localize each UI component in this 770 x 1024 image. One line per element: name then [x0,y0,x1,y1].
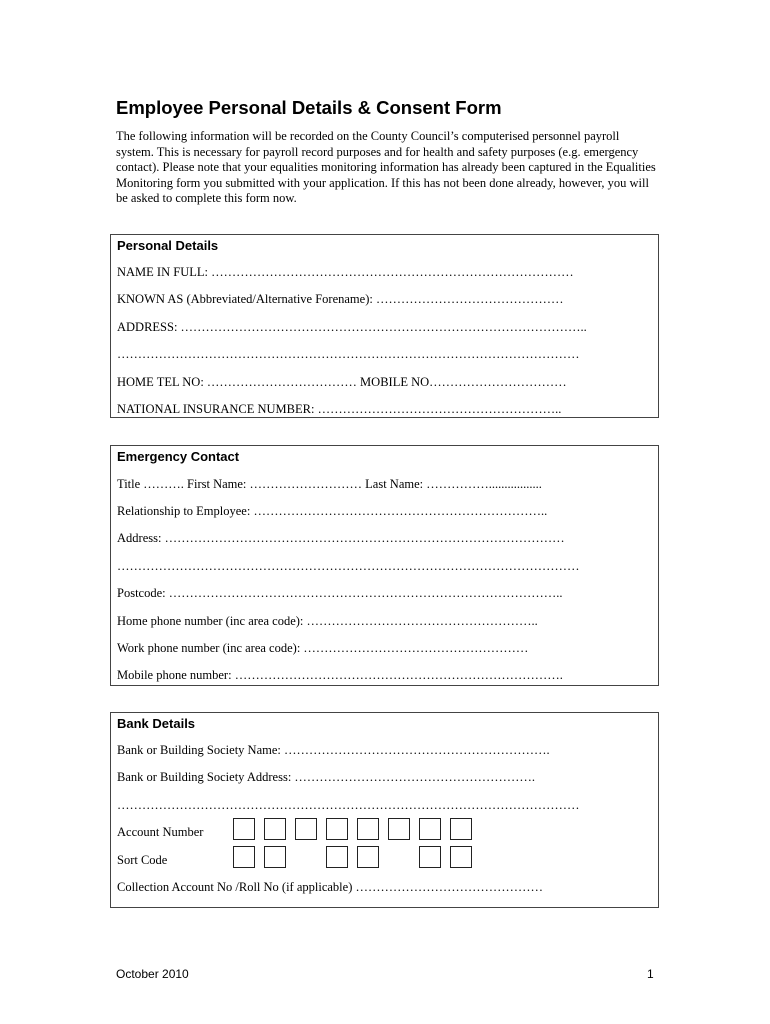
bank-name-field[interactable]: Bank or Building Society Name: ………………………………………………………. [117,743,550,757]
sort-code-digit-box[interactable] [419,846,441,868]
account-number-digit-box[interactable] [450,818,472,840]
emergency-contact-section [110,445,659,686]
sort-code-digit-box[interactable] [450,846,472,868]
account-number-label: Account Number [117,825,204,839]
intro-paragraph: The following information will be recorded on the County Council’s computerised personnel payroll system. This is necessary for payroll record purposes and for health and safety purposes (e.g. emergency contact). Please note that your equalities monitoring information has already been captured in the Equalities Monitoring form you submitted with your application. If this has not been done already, however, you will be asked to complete this form now. [116,129,656,205]
sort-code-label: Sort Code [117,853,168,867]
known-as-field[interactable]: KNOWN AS (Abbreviated/Alternative Forename): ……………………………………… [117,292,564,306]
account-number-digit-box[interactable] [419,818,441,840]
mobile-phone-field[interactable]: Mobile phone number: ……………………………………………………………………. [117,668,563,682]
bank-address-field[interactable]: Bank or Building Society Address: …………………………………………………. [117,770,536,784]
address-continued-field[interactable]: ………………………………………………………………………………………………… [117,347,580,361]
national-insurance-field[interactable]: NATIONAL INSURANCE NUMBER: ………………………………………………….. [117,402,562,416]
postcode-field[interactable]: Postcode: ………………………………………………………………………………….. [117,586,563,600]
personal-details-heading: Personal Details [117,238,219,253]
collection-account-field[interactable]: Collection Account No /Roll No (if applicable) ……………………………………… [117,880,543,894]
bank-details-section [110,712,659,908]
relationship-field[interactable]: Relationship to Employee: …………………………………………………………….. [117,504,548,518]
account-number-digit-box[interactable] [326,818,348,840]
account-number-digit-box[interactable] [357,818,379,840]
sort-code-digit-box[interactable] [357,846,379,868]
page-title: Employee Personal Details & Consent Form [116,97,502,118]
account-number-digit-box[interactable] [264,818,286,840]
bank-address-continued-field[interactable]: ………………………………………………………………………………………………… [117,798,580,812]
footer-date: October 2010 [116,967,189,981]
sort-code-digit-box[interactable] [326,846,348,868]
sort-code-digit-box[interactable] [233,846,255,868]
bank-details-heading: Bank Details [117,716,196,731]
personal-details-section [110,234,659,418]
name-in-full-field[interactable]: NAME IN FULL: …………………………………………………………………………… [117,265,574,279]
home-mobile-tel-field[interactable]: HOME TEL NO: ……………………………… MOBILE NO…………………………… [117,375,567,389]
home-phone-field[interactable]: Home phone number (inc area code): ……………………………………………….. [117,614,538,628]
emergency-contact-heading: Emergency Contact [117,449,240,464]
sort-code-digit-box[interactable] [264,846,286,868]
account-number-digit-box[interactable] [295,818,317,840]
address-field[interactable]: ADDRESS: …………………………………………………………………………………….. [117,320,587,334]
account-number-digit-box[interactable] [388,818,410,840]
emergency-address-field[interactable]: Address: …………………………………………………………………………………… [117,531,565,545]
emergency-address-continued-field[interactable]: ………………………………………………………………………………………………… [117,559,580,573]
work-phone-field[interactable]: Work phone number (inc area code): ……………………………………………… [117,641,529,655]
footer-page-number: 1 [647,967,654,981]
account-number-digit-box[interactable] [233,818,255,840]
emergency-name-field[interactable]: Title ………. First Name: ……………………… Last Name: ……………................. [117,477,542,491]
